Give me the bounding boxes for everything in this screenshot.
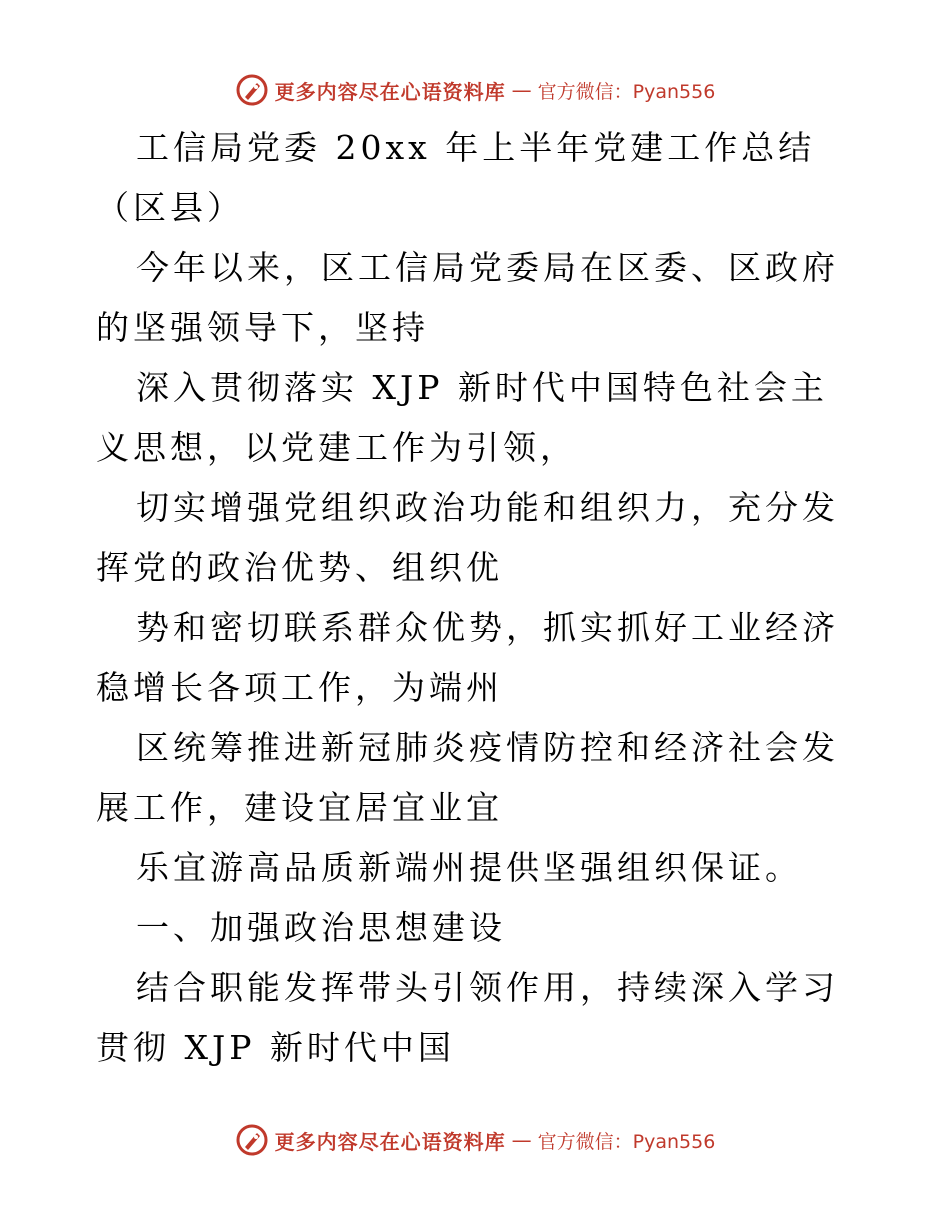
- banner-wechat-text: 官方微信：Pyan556: [537, 80, 716, 103]
- paragraph: 乐宜游高品质新端州提供坚强组织保证。: [136, 848, 802, 887]
- paragraph: 切实增强党组织政治功能和组织力，充分发挥党的政治优势、组织优: [96, 488, 839, 587]
- paragraph: 今年以来，区工信局党委局在区委、区政府的坚强领导下，坚持: [96, 248, 839, 347]
- pen-nib-logo-icon: [235, 73, 269, 107]
- banner-library-text: 更多内容尽在心语资料库: [274, 1129, 506, 1154]
- banner-separator: —: [511, 1128, 532, 1152]
- section-heading: 一、加强政治思想建设: [136, 908, 506, 947]
- footer-banner: [0, 1120, 950, 1160]
- banner-library-text: 更多内容尽在心语资料库: [274, 79, 506, 104]
- pen-nib-logo-icon: [235, 1123, 269, 1157]
- document-title: 工信局党委 20xx 年上半年党建工作总结（区县）: [96, 128, 816, 227]
- document-body: [96, 118, 856, 1078]
- paragraph: 势和密切联系群众优势，抓实抓好工业经济稳增长各项工作，为端州: [96, 608, 839, 707]
- paragraph: 深入贯彻落实 XJP 新时代中国特色社会主义思想，以党建工作为引领，: [96, 368, 828, 467]
- banner-wechat-text: 官方微信：Pyan556: [537, 1130, 716, 1153]
- paragraph: 结合职能发挥带头引领作用，持续深入学习贯彻 XJP 新时代中国: [96, 968, 839, 1067]
- paragraph: 区统筹推进新冠肺炎疫情防控和经济社会发展工作，建设宜居宜业宜: [96, 728, 839, 827]
- banner-separator: —: [511, 78, 532, 102]
- header-banner: [0, 70, 950, 110]
